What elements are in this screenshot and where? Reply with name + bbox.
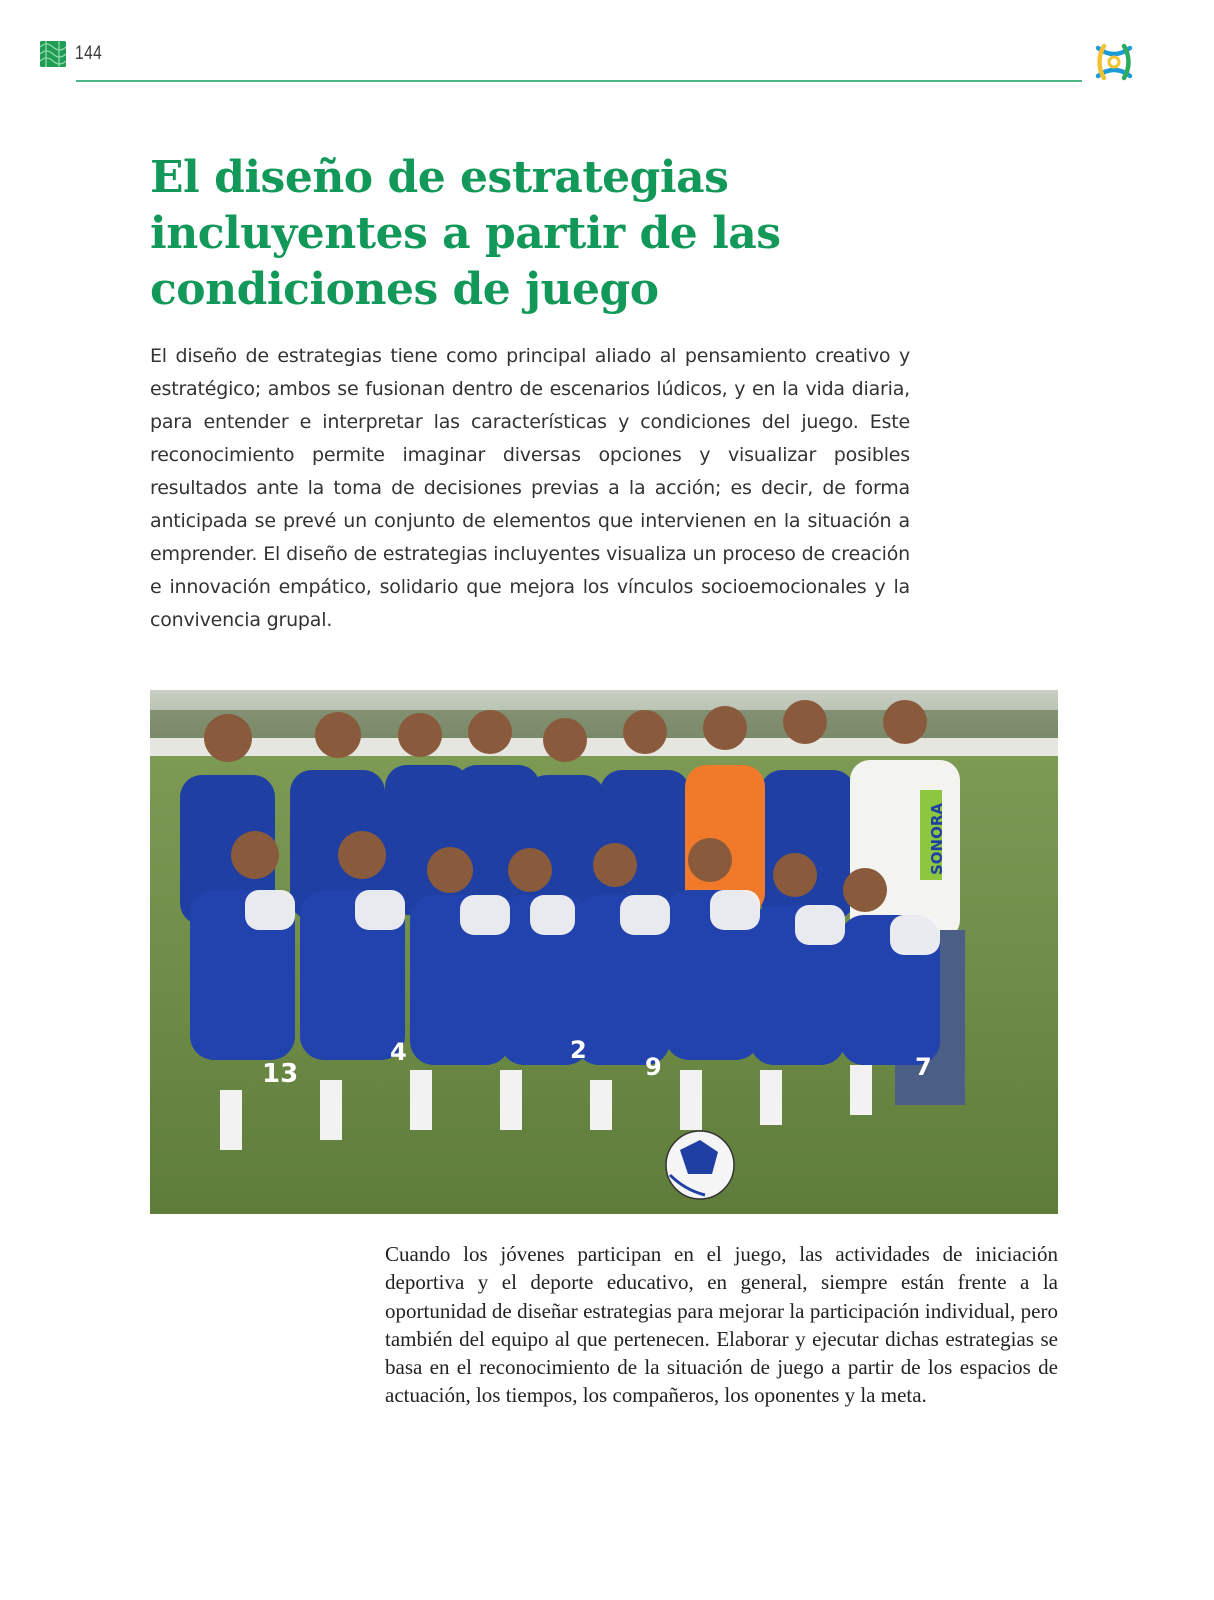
green-pattern-tab-icon	[40, 41, 66, 67]
jersey-number: 7	[915, 1053, 932, 1081]
colorful-knot-logo-icon	[1090, 38, 1138, 86]
jersey-number: 4	[390, 1038, 407, 1066]
page-header	[0, 0, 1214, 100]
photo-caption: Cuando los jóvenes participan en el juego, las actividades de iniciación deportiva y el deporte educativo, en general, siempre están frente a la oportunidad de diseñar estrategias para mejorar la participación individual, pero también del equipo al que pertenecen. Elaborar y ejecutar dichas estrategias se basa en el reconocimiento de la situación de juego a partir de los espacios de actuación, los tiempos, los compañeros, los oponentes y la meta.	[385, 1242, 1058, 1408]
page-title: El diseño de estrategias incluyentes a partir de las condiciones de juego	[150, 152, 781, 315]
page-number: 144	[75, 43, 103, 64]
soccer-ball-icon	[666, 1131, 734, 1199]
jersey-number: 13	[262, 1059, 299, 1089]
jersey-number: 9	[645, 1053, 662, 1081]
team-photo	[150, 690, 1058, 1214]
intro-paragraph: El diseño de estrategias tiene como principal aliado al pensamiento creativo y estratégico; ambos se fusionan dentro de escenarios lúdicos, y en la vida diaria, para entender e interpretar las características y condiciones del juego. Este reconocimiento permite imaginar diversas opciones y visualizar posibles resultados ante la toma de decisiones previas a la acción; es decir, de forma anticipada se prevé un conjunto de elementos que intervienen en la situación a emprender. El diseño de estrategias incluyentes visualiza un proceso de creación e innovación empático, solidario que mejora los vínculos socioemocionales y la convivencia grupal.	[150, 345, 910, 631]
header-divider	[76, 80, 1082, 82]
badge-label: SONORA	[928, 802, 946, 875]
jersey-number: 2	[570, 1036, 587, 1064]
